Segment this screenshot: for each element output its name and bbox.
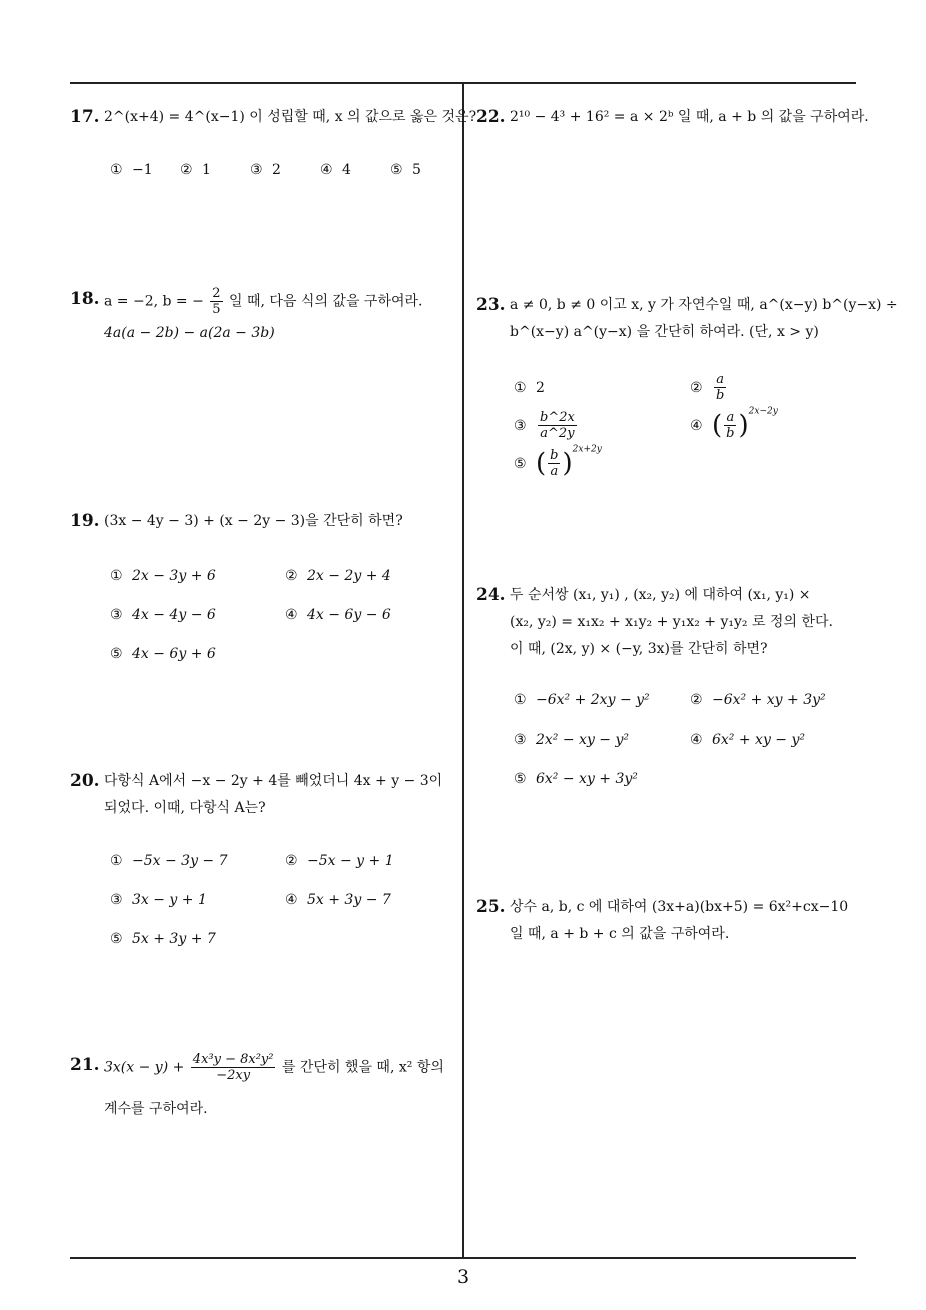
- choice-mark: ②: [180, 162, 193, 178]
- choice-text: 2x − 2y + 4: [307, 568, 391, 584]
- choice-text: −5x − 3y − 7: [132, 853, 228, 869]
- choice-mark: ①: [110, 568, 123, 584]
- choice-4[interactable]: [690, 406, 778, 441]
- choice-text: 2: [272, 162, 281, 178]
- fraction-denominator: −2xy: [216, 1068, 251, 1083]
- choice-text: 4x − 4y − 6: [132, 607, 216, 623]
- column-divider: [462, 82, 464, 1259]
- fraction-denominator: a^2y: [540, 426, 575, 441]
- problem-19: [70, 508, 460, 538]
- problem-22: [476, 104, 869, 134]
- fraction-denominator: a: [550, 464, 559, 479]
- choice-3[interactable]: [514, 732, 629, 748]
- choice-text: 1: [202, 162, 211, 178]
- choice-text: −6x² + xy + 3y²: [712, 692, 826, 708]
- fraction: [538, 410, 577, 441]
- fraction: [714, 372, 726, 403]
- choice-4[interactable]: [320, 162, 351, 178]
- choice-5[interactable]: [110, 646, 216, 662]
- page-number: 3: [456, 1266, 470, 1288]
- fraction-denominator: 5: [212, 302, 221, 317]
- choice-text: 3x − y + 1: [132, 892, 207, 908]
- choice-2[interactable]: [690, 372, 728, 403]
- fraction-denominator: b: [716, 388, 725, 403]
- fraction-numerator: 2: [212, 286, 221, 301]
- problem-stem-part: 를 간단히 했을 때, x² 항의: [281, 1059, 444, 1076]
- problem-23: [476, 292, 898, 348]
- choice-mark: ③: [514, 732, 527, 748]
- choice-5[interactable]: [514, 444, 602, 479]
- choice-mark: ①: [514, 380, 527, 396]
- choice-2[interactable]: [285, 853, 394, 869]
- fraction-numerator: a: [716, 372, 725, 387]
- problem-stem: (3x − 4y − 3) + (x − 2y − 3)을 간단히 하면?: [104, 513, 403, 529]
- problem-stem-line: 되었다. 이때, 다항식 A는?: [104, 800, 266, 816]
- right-paren: ): [738, 410, 749, 441]
- problem-21: [70, 1052, 460, 1132]
- problem-stem-line: b^(x−y) a^(y−x) 을 간단히 하여라. (단, x > y): [510, 324, 819, 340]
- choice-5[interactable]: [390, 162, 421, 178]
- problem-stem-line: a ≠ 0, b ≠ 0 이고 x, y 가 자연수일 때, a^(x−y) b^(y−x) ÷: [510, 297, 898, 313]
- choice-text: 4x − 6y − 6: [307, 607, 391, 623]
- choice-mark: ③: [250, 162, 263, 178]
- problem-number: 19.: [70, 511, 100, 531]
- problem-stem-line: 다항식 A에서 −x − 2y + 4를 빼었더니 4x + y − 3이: [104, 773, 443, 789]
- choice-mark: ①: [110, 162, 123, 178]
- problem-number: 25.: [476, 897, 506, 917]
- choice-mark: ④: [690, 417, 703, 434]
- choice-2[interactable]: [180, 162, 211, 178]
- choice-mark: ⑤: [514, 771, 527, 787]
- bottom-rule: [70, 1257, 856, 1259]
- fraction-numerator: b: [550, 448, 559, 463]
- problem-stem-line: 일 때, a + b + c 의 값을 구하여라.: [510, 926, 730, 942]
- choice-3[interactable]: [514, 410, 579, 441]
- right-paren: ): [562, 448, 573, 479]
- problem-stem-line: 두 순서쌍 (x₁, y₁) , (x₂, y₂) 에 대하여 (x₁, y₁) ×: [510, 587, 811, 603]
- choice-mark: ①: [110, 853, 123, 869]
- choice-mark: ④: [320, 162, 333, 178]
- problem-number: 23.: [476, 295, 506, 315]
- choice-text: 2x − 3y + 6: [132, 568, 216, 584]
- problem-24: [476, 582, 856, 662]
- problem-stem-line: 상수 a, b, c 에 대하여 (3x+a)(bx+5) = 6x²+cx−10: [510, 899, 849, 915]
- problem-number: 22.: [476, 107, 506, 127]
- choice-mark: ⑤: [110, 646, 123, 662]
- choice-4[interactable]: [690, 732, 805, 748]
- choice-3[interactable]: [110, 607, 216, 623]
- choice-3[interactable]: [250, 162, 281, 178]
- choice-mark: ⑤: [514, 455, 527, 472]
- choice-2[interactable]: [285, 568, 391, 584]
- exponent: 2x−2y: [748, 406, 778, 417]
- choice-text: 4x − 6y + 6: [132, 646, 216, 662]
- choice-1[interactable]: [110, 853, 228, 869]
- choice-1[interactable]: [514, 380, 545, 396]
- choice-5[interactable]: [514, 771, 638, 787]
- choice-mark: ④: [285, 607, 298, 623]
- choice-text: 2x² − xy − y²: [536, 732, 630, 748]
- problem-number: 20.: [70, 771, 100, 791]
- problem-stem-line: 이 때, (2x, y) × (−y, 3x)를 간단히 하면?: [510, 641, 768, 657]
- choice-1[interactable]: [110, 568, 216, 584]
- expression: 4a(a − 2b) − a(2a − 3b): [104, 325, 275, 341]
- choice-mark: ③: [110, 607, 123, 623]
- choice-mark: ③: [110, 892, 123, 908]
- problem-number: 24.: [476, 585, 506, 605]
- choice-mark: ②: [285, 568, 298, 584]
- problem-25: [476, 894, 856, 950]
- choice-mark: ②: [690, 379, 703, 396]
- choice-2[interactable]: [690, 692, 826, 708]
- problem-stem-line: (x₂, y₂) = x₁x₂ + x₁y₂ + y₁x₂ + y₁y₂ 로 정의 한다.: [510, 614, 833, 630]
- choice-text: 6x² − xy + 3y²: [536, 771, 638, 787]
- choice-text: −1: [132, 162, 153, 178]
- problem-17: [70, 104, 477, 194]
- fraction-numerator: 4x³y − 8x²y²: [192, 1052, 274, 1067]
- choice-text: 4: [342, 162, 351, 178]
- problem-number: 21.: [70, 1055, 100, 1075]
- choice-mark: ④: [690, 732, 703, 748]
- choice-text: 6x² + xy − y²: [712, 732, 806, 748]
- choice-mark: ③: [514, 417, 527, 434]
- problem-stem: 2¹⁰ − 4³ + 16² = a × 2ᵇ 일 때, a + b 의 값을 구하여라.: [510, 109, 869, 125]
- choice-mark: ④: [285, 892, 298, 908]
- choice-4[interactable]: [285, 607, 391, 623]
- problem-stem: 2^(x+4) = 4^(x−1) 이 성립할 때, x 의 값으로 옳은 것은?: [104, 109, 477, 125]
- problem-stem-part: 3x(x − y) +: [104, 1059, 185, 1076]
- choice-mark: ②: [285, 853, 298, 869]
- choice-text: 5: [412, 162, 421, 178]
- choice-text: 5x + 3y − 7: [307, 892, 391, 908]
- choice-3[interactable]: [110, 892, 207, 908]
- choice-1[interactable]: [110, 162, 153, 178]
- fraction-numerator: a: [726, 410, 735, 425]
- problem-20: [70, 768, 460, 824]
- problem-18: [70, 286, 460, 346]
- left-paren: (: [536, 448, 547, 479]
- fraction: [548, 448, 560, 479]
- choice-5[interactable]: [110, 931, 216, 947]
- problem-stem-part: a = −2, b = −: [104, 293, 204, 310]
- left-paren: (: [712, 410, 723, 441]
- choice-text: −6x² + 2xy − y²: [536, 692, 650, 708]
- choice-mark: ②: [690, 692, 703, 708]
- fraction: [724, 410, 736, 441]
- choice-mark: ⑤: [110, 931, 123, 947]
- problem-number: 18.: [70, 289, 100, 309]
- fraction-numerator: b^2x: [540, 410, 575, 425]
- fraction: [210, 286, 222, 317]
- choice-text: −5x − y + 1: [307, 853, 394, 869]
- choice-1[interactable]: [514, 692, 650, 708]
- choice-4[interactable]: [285, 892, 391, 908]
- fraction: [191, 1052, 276, 1083]
- choice-mark: ⑤: [390, 162, 403, 178]
- problem-stem-part: 일 때, 다음 식의 값을 구하여라.: [229, 293, 423, 310]
- fraction-denominator: b: [726, 426, 735, 441]
- choice-mark: ①: [514, 692, 527, 708]
- choice-text: 5x + 3y + 7: [132, 931, 216, 947]
- problem-number: 17.: [70, 107, 100, 127]
- exponent: 2x+2y: [572, 444, 602, 455]
- choice-text: 2: [536, 380, 545, 396]
- problem-stem-line: 계수를 구하여라.: [104, 1101, 208, 1117]
